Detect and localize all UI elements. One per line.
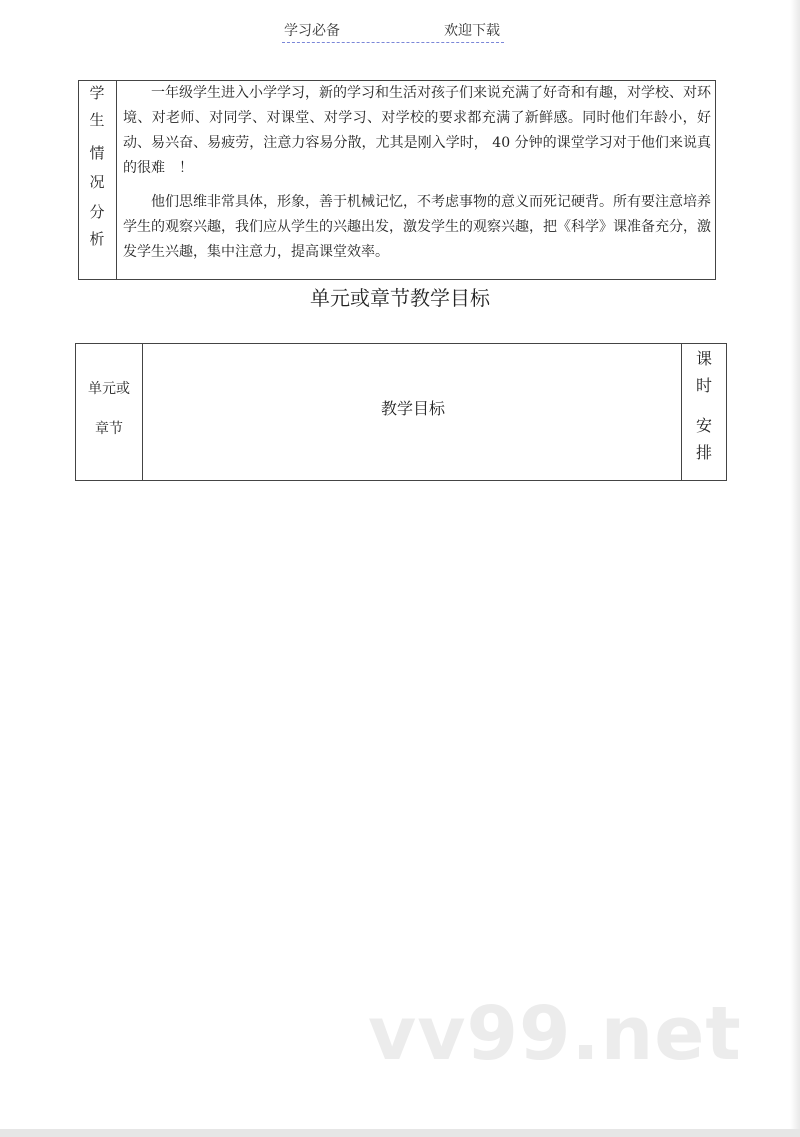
teaching-goals-header: 教学目标 (380, 399, 445, 418)
student-analysis-table (78, 80, 716, 280)
student-analysis-content (123, 81, 711, 265)
section-title: 单元或章节教学目标 (310, 286, 490, 310)
class-hours-char: 排 (695, 443, 712, 462)
unit-chapter-cell (76, 344, 143, 480)
page-edge-shadow (790, 0, 800, 1137)
analysis-paragraph-2: 他们思维非常具体，形象，善于机械记忆，不考虑事物的意义而死记硬背。所有要注意培养学生的观察兴趣，我们应从学生的兴趣出发，激发学生的观察兴趣，把《科学》课准备充分，激发学生兴趣，集中注意力，提高课堂效率。 (123, 194, 711, 260)
page-header (282, 20, 504, 43)
page-bottom-edge (0, 1129, 800, 1137)
unit-chapter-label-line1: 单元或 (88, 381, 130, 397)
student-analysis-label-cell (79, 81, 117, 279)
unit-chapter-label-line2: 章节 (95, 421, 123, 437)
label-char: 析 (89, 230, 105, 248)
label-char: 情 (89, 144, 105, 162)
watermark: vv99.net (368, 991, 742, 1077)
label-char: 学 (89, 84, 105, 102)
class-hours-char: 时 (695, 376, 712, 395)
label-char: 分 (89, 203, 105, 221)
class-hours-char: 课 (695, 349, 712, 368)
teaching-goals-table (75, 343, 727, 481)
class-hours-cell (681, 344, 726, 480)
label-char: 生 (89, 111, 105, 129)
analysis-paragraph-1: 一年级学生进入小学学习，新的学习和生活对孩子们来说充满了好奇和有趣，对学校、对环境、对老师、对同学、对课堂、对学习、对学校的要求都充满了新鲜感。同时他们年龄小，好动、易兴奋、易疲劳，注意力容易分散，尤其是刚入学时， 40 分钟的课堂学习对于他们来说真的很难 ！ (123, 85, 711, 176)
header-left-text: 学习必备 (284, 23, 340, 39)
label-char: 况 (89, 173, 105, 191)
header-right-text: 欢迎下载 (444, 23, 500, 39)
class-hours-char: 安 (695, 416, 712, 435)
